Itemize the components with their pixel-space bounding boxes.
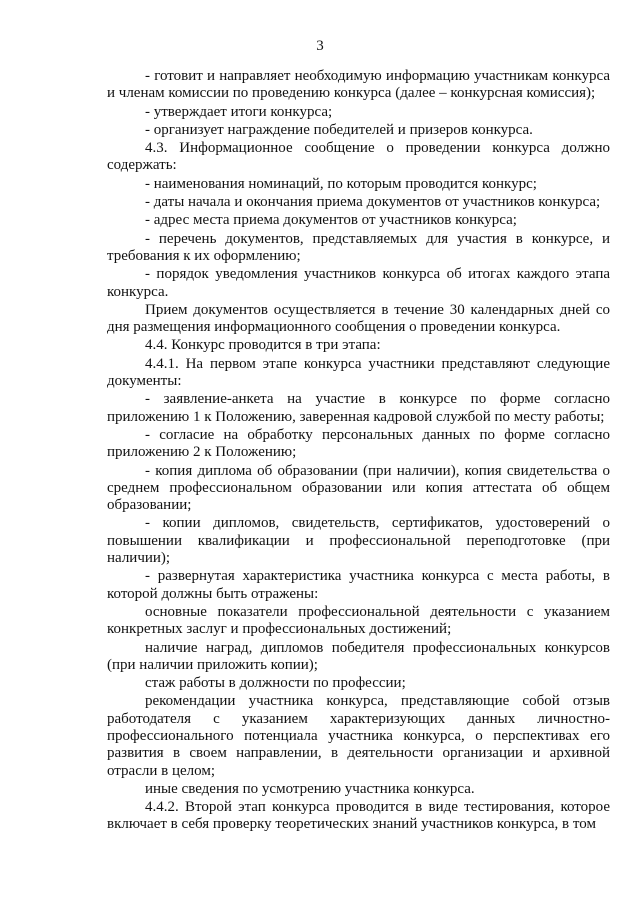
paragraph: - наименования номинаций, по которым проводится конкурс; [145,175,537,192]
paragraph: - копии дипломов, свидетельств, сертификатов, удостоверений о повышении квалификации и профессиональной переподготовке (при наличии); [107,515,610,567]
paragraph: наличие наград, дипломов победителя профессиональных конкурсов (при наличии приложить копии); [107,639,610,673]
document-body [107,68,610,834]
paragraph: основные показатели профессиональной деятельности с указанием конкретных заслуг и профессиональных достижений; [107,603,610,638]
paragraph: - перечень документов, представляемых для участия в конкурсе, и требования к их оформлению; [107,230,610,264]
paragraph: - утверждает итоги конкурса; [145,103,333,120]
paragraph: иные сведения по усмотрению участника конкурса. [145,780,475,797]
paragraph: - даты начала и окончания приема документов от участников конкурса; [145,194,601,211]
paragraph: 4.4.2. Второй этап конкурса проводится в виде тестирования, которое включает в себя проверку теоретических знаний участников конкурса, в том [107,799,610,833]
paragraph: - порядок уведомления участников конкурса об итогах каждого этапа конкурса. [107,266,610,300]
paragraph: - развернутая характеристика участника конкурса с места работы, в которой должны быть отражены: [107,568,610,602]
paragraph: стаж работы в должности по профессии; [145,675,406,692]
paragraph: Прием документов осуществляется в течение 30 календарных дней со дня размещения информационного сообщения о проведении конкурса. [107,301,610,336]
paragraph: 4.4.1. На первом этапе конкурса участники представляют следующие документы: [107,355,610,390]
paragraph: 4.4. Конкурс проводится в три этапа: [145,337,381,354]
paragraph: - заявление-анкета на участие в конкурсе по форме согласно приложению 1 к Положению, заверенная кадровой службой по месту работы; [107,391,610,425]
paragraph: - готовит и направляет необходимую информацию участникам конкурса и членам комиссии по проведению конкурса (далее – конкурсная комиссия); [107,68,610,102]
paragraph: рекомендации участника конкурса, представляющие собой отзыв работодателя с указанием характеризующих данных личностно-профессионального потенциала участника конкурса, о перспективах его развития в своем направлении, в деятельности организации и архивной отрасли в целом; [107,693,610,779]
page-number: 3 [316,38,324,54]
paragraph: - адрес места приема документов от участников конкурса; [145,212,517,229]
paragraph: - копия диплома об образовании (при наличии), копия свидетельства о среднем профессиональном образовании или копия аттестата об общем образовании; [107,462,610,514]
paragraph: - согласие на обработку персональных данных по форме согласно приложению 2 к Положению; [107,426,610,461]
paragraph: - организует награждение победителей и призеров конкурса. [145,121,533,138]
paragraph: 4.3. Информационное сообщение о проведении конкурса должно содержать: [107,140,610,174]
